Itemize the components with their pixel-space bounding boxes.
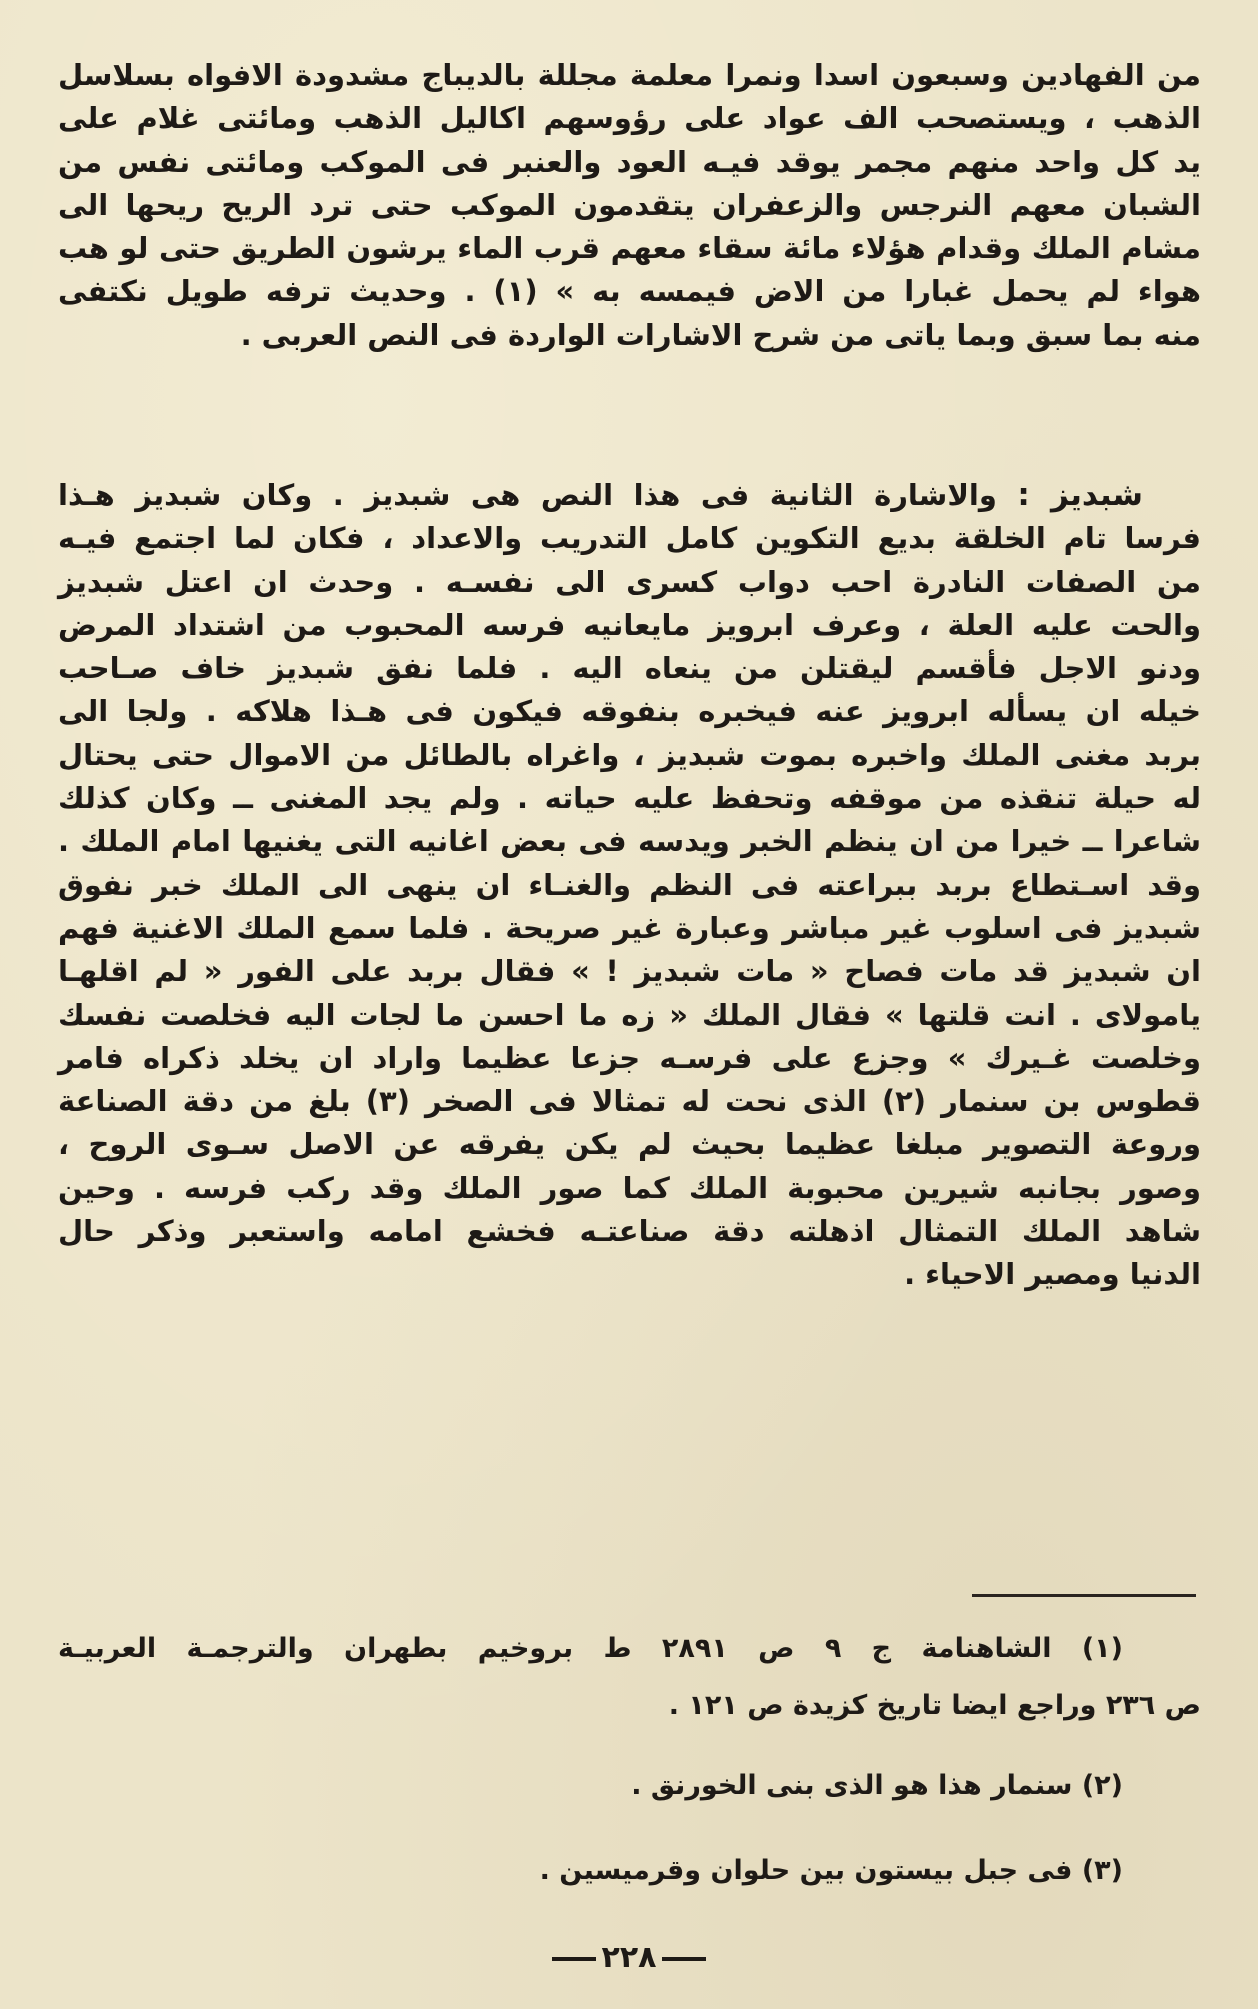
- text-line: وصور بجانبه شيرين محبوبة الملك كما صور الملك وقد ركب فرسه . وحين: [58, 1170, 1201, 1205]
- footnote-1-line-2: ص ٢٣٦ وراجع ايضا تاريخ كزيدة ص ١٢١ .: [668, 1690, 1201, 1721]
- footnote-1-line-1: (١) الشاهنامة ج ٩ ص ٢٨٩١ ط بروخيم بطهران والترجمـة العربيـة: [58, 1633, 1123, 1664]
- text-line: ودنو الاجل فأقسم ليقتلن من ينعاه اليه . فلما نفق شبديز خاف صـاحب: [58, 651, 1201, 686]
- dash-left: [662, 1957, 706, 1961]
- text-line: الذهب ، ويستصحب الف عواد على رؤوسهم اكاليل الذهب ومائتى غلام على: [58, 101, 1201, 136]
- text-line: من الصفات النادرة احب دواب كسرى الى نفسـه . وحدث ان اعتل شبديز: [58, 564, 1201, 599]
- text-line: شاهد الملك التمثال اذهلته دقة صناعتـه فخشع امامه واستعبر وذكر حال: [58, 1214, 1201, 1249]
- text-line: مشام الملك وقدام هؤلاء مائة سقاء معهم قرب الماء يرشون الطريق حتى لو هب: [58, 231, 1201, 266]
- text-line: والاشارة الثانية فى هذا النص هى شبديز . وكان شبديز هـذا: [58, 478, 997, 512]
- section-heading-shabdiz: شبديز :: [1017, 477, 1143, 513]
- text-line: الدنيا ومصير الاحياء .: [904, 1257, 1201, 1292]
- paragraph-2-first-line: [58, 474, 1201, 517]
- text-line: فرسا تام الخلقة بديع التكوين كامل التدريب والاعداد ، فكان لما اجتمع فيـه: [58, 521, 1201, 556]
- text-line: من الفهادين وسبعون اسدا ونمرا معلمة مجللة بالديباج مشدودة الافواه بسلاسل: [58, 58, 1201, 92]
- text-line: ان شبديز قد مات فصاح « مات شبديز ! » فقال بربد على الفور « لم اقلهـا: [58, 954, 1201, 989]
- text-line: هواء لم يحمل غبارا من الاض فيمسه به » (١) . وحديث ترفه طويل نكتفى: [58, 274, 1201, 309]
- page-number-value: ٢٢٨: [601, 1940, 657, 1975]
- text-line: والحت عليه العلة ، وعرف ابرويز مايعانيه فرسه المحبوب من اشتداد المرض: [58, 607, 1201, 642]
- text-line: قطوس بن سنمار (٢) الذى نحت له تمثالا فى الصخر (٣) بلغ من دقة الصناعة: [58, 1084, 1201, 1119]
- paragraph-2: [58, 474, 1201, 1297]
- text-line: له حيلة تنقذه من موقفه وتحفظ عليه حياته . ولم يجد المغنى ــ وكان كذلك: [58, 781, 1201, 816]
- text-line: الشبان معهم النرجس والزعفران يتقدمون الموكب حتى ترد الريح ريحها الى: [58, 187, 1201, 222]
- page-number: [0, 1940, 1258, 1975]
- dash-right: [552, 1957, 596, 1961]
- text-line: شبديز فى اسلوب غير مباشر وعبارة غير صريحة . فلما سمع الملك الاغنية فهم: [58, 910, 1201, 945]
- text-line: منه بما سبق وبما ياتى من شرح الاشارات الواردة فى النص العربى .: [240, 317, 1201, 352]
- footnote-2: (٢) سنمار هذا هو الذى بنى الخورنق .: [631, 1770, 1123, 1801]
- text-line: وقد اسـتطاع بربد ببراعته فى النظم والغنـاء ان ينهى الى الملك خبر نفوق: [58, 867, 1201, 902]
- text-line: وروعة التصوير مبلغا عظيما بحيث لم يكن يفرقه عن الاصل سـوى الروح ،: [58, 1127, 1201, 1162]
- footnote-3: (٣) فى جبل بيستون بين حلوان وقرميسين .: [539, 1855, 1123, 1886]
- footnote-separator: [972, 1594, 1196, 1597]
- text-line: بربد مغنى الملك واخبره بموت شبديز ، واغراه بالطائل من الاموال حتى يحتال: [58, 737, 1201, 772]
- text-line: يامولاى . انت قلتها » فقال الملك « زه ما احسن ما لجات اليه فخلصت نفسك: [58, 997, 1201, 1032]
- text-line: شاعرا ــ خيرا من ان ينظم الخبر ويدسه فى بعض اغانيه التى يغنيها امام الملك .: [58, 824, 1201, 859]
- text-line: خيله ان يسأله ابرويز عنه فيخبره بنفوقه فيكون فى هـذا هلاكه . ولجا الى: [58, 694, 1201, 729]
- text-line: يد كل واحد منهم مجمر يوقد فيـه العود والعنبر فى الموكب ومائتى نفس من: [58, 144, 1201, 179]
- text-line: وخلصت غـيرك » وجزع على فرسـه جزعا عظيما واراد ان يخلد ذكراه فامر: [58, 1040, 1201, 1075]
- paragraph-1: [58, 54, 1201, 357]
